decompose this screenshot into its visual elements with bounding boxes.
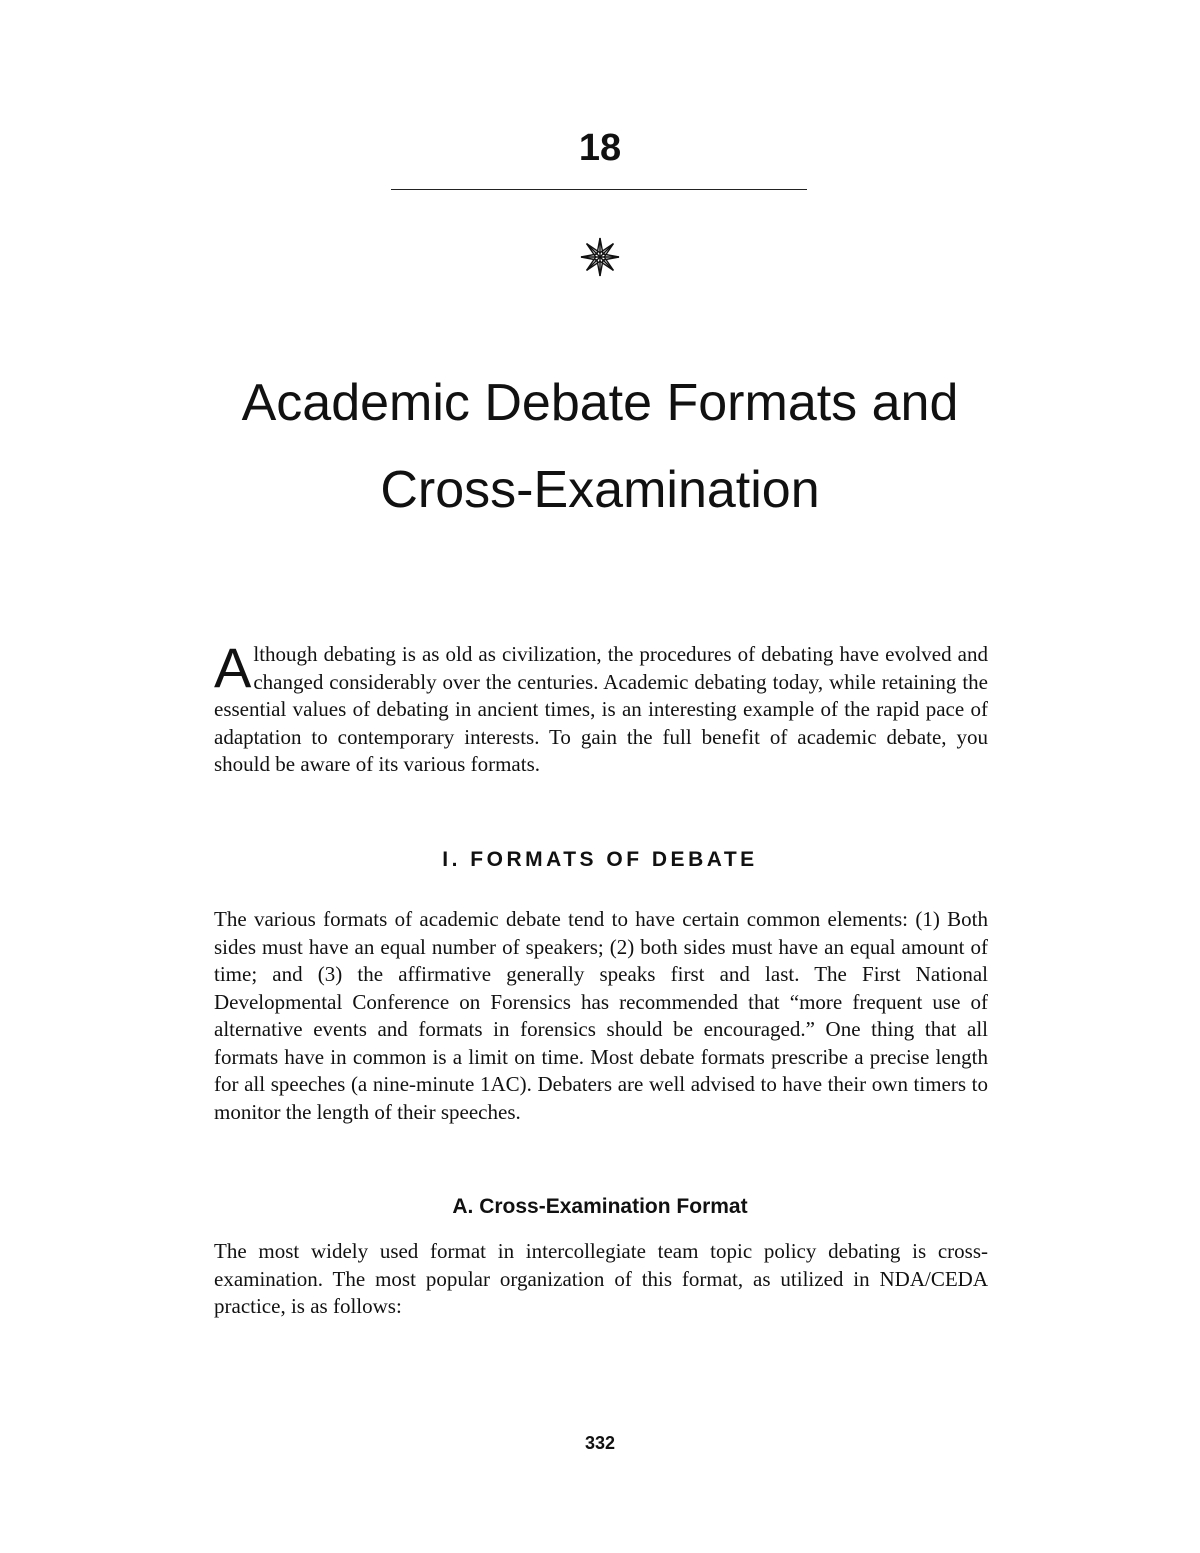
page-number: 332 bbox=[584, 1433, 616, 1453]
chapter-title-line-1: Academic Debate Formats and bbox=[241, 374, 959, 432]
compass-star-icon bbox=[580, 237, 620, 277]
intro-text: lthough debating is as old as civilization, the procedures of debating have evolved and changed considerably over the centuries. Academic debating today, while retaining the essential values of debating in ancient times, is an interesting example of the rapid pace of adaptation to contemporary interests. To gain the full benefit of academic debate, you should be aware of its various formats. bbox=[214, 642, 988, 776]
subsection-paragraph: The most widely used format in intercollegiate team topic policy debating is cross-examination. The most popular organization of this format, as utilized in NDA/CEDA practice, is as follows: bbox=[214, 1239, 988, 1318]
chapter-title bbox=[150, 360, 1050, 534]
subsection-heading: A. Cross-Examination Format bbox=[452, 1195, 748, 1218]
section-heading: I. FORMATS OF DEBATE bbox=[442, 848, 758, 871]
intro-paragraph bbox=[214, 636, 988, 779]
section-paragraph: The various formats of academic debate tend to have certain common elements: (1) Both sides must have an equal number of speakers; (2) both sides must have an equal amount of time; and (3) the affirmative generally speaks first and last. The First National Developmental Conference on Forensics has recommended that “more frequent use of alternative events and formats in forensics should be encouraged.” One thing that all formats have in common is a limit on time. Most debate formats prescribe a precise length for all speeches (a nine-minute 1AC). Debaters are well advised to have their own timers to monitor the length of their speeches. bbox=[214, 907, 988, 1124]
chapter-title-line-2: Cross-Examination bbox=[380, 461, 820, 519]
chapter-number: 18 bbox=[578, 127, 622, 169]
drop-cap: A bbox=[214, 636, 252, 699]
chapter-divider bbox=[391, 189, 807, 190]
